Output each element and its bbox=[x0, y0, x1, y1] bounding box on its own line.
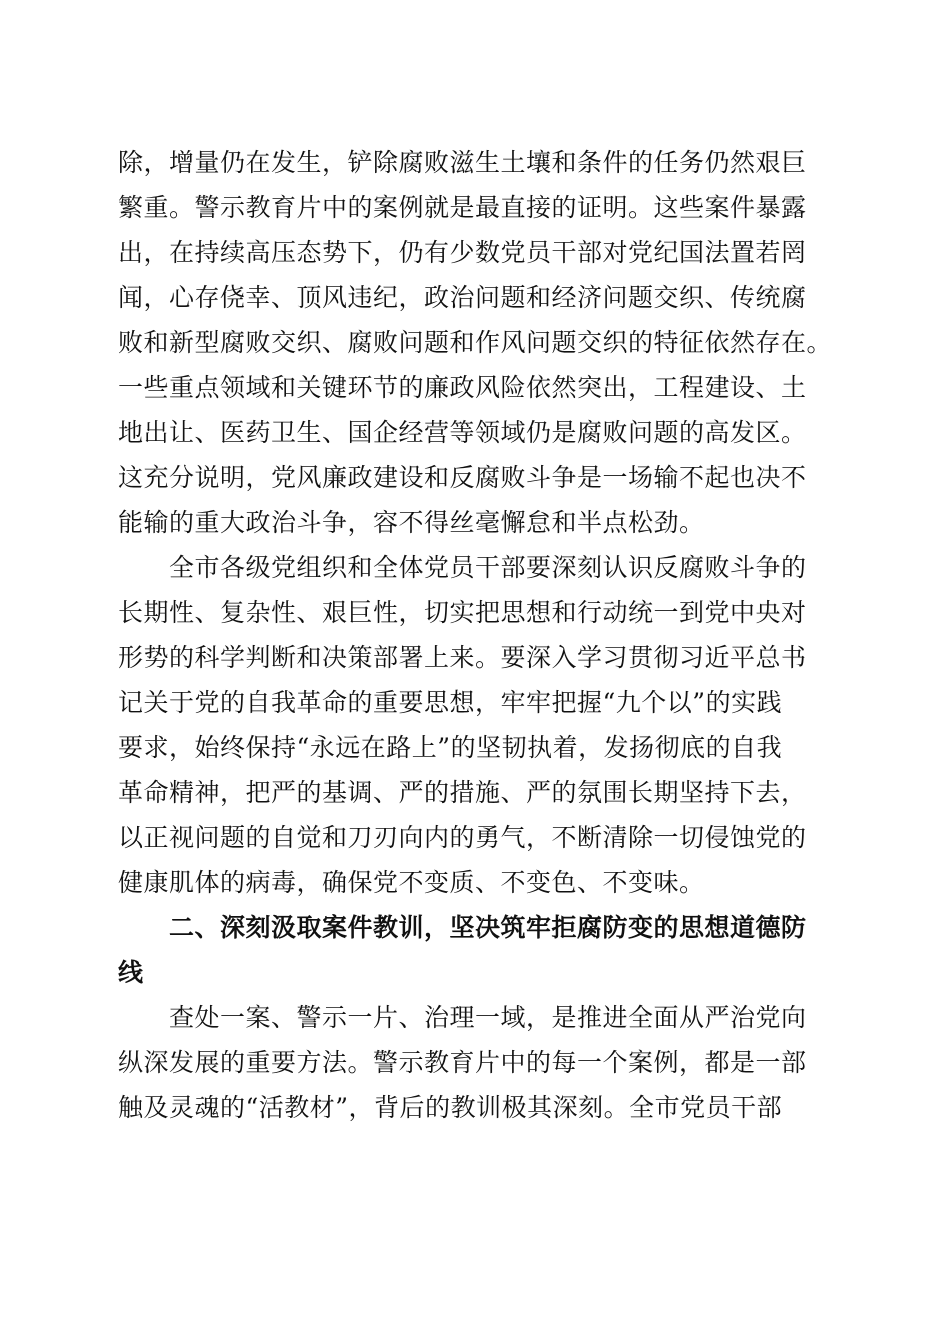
text-line: 能输的重大政治斗争，容不得丝毫懈怠和半点松劲。 bbox=[118, 508, 705, 537]
text-line: 一些重点领域和关键环节的廉政风险依然突出，工程建设、土 bbox=[118, 373, 807, 402]
text-line: 要求，始终保持“永远在路上”的坚韧执着，发扬彻底的自我 bbox=[118, 733, 783, 762]
text-line: 革命精神，把严的基调、严的措施、严的氛围长期坚持下去， bbox=[118, 778, 807, 807]
section-heading bbox=[118, 905, 838, 995]
text-line: 记关于党的自我革命的重要思想，牢牢把握“九个以”的实践 bbox=[118, 688, 783, 717]
text-line: 闻，心存侥幸、顶风违纪，政治问题和经济问题交织、传统腐 bbox=[118, 283, 807, 312]
text-line: 触及灵魂的“活教材”，背后的教训极其深刻。全市党员干部 bbox=[118, 1093, 783, 1122]
text-line: 繁重。警示教育片中的案例就是最直接的证明。这些案件暴露 bbox=[118, 193, 807, 222]
text-line: 健康肌体的病毒，确保党不变质、不变色、不变味。 bbox=[118, 868, 705, 897]
heading-line: 线 bbox=[118, 958, 144, 987]
text-line: 除，增量仍在发生，铲除腐败滋生土壤和条件的任务仍然艰巨 bbox=[118, 148, 807, 177]
text-line: 地出让、医药卫生、国企经营等领域仍是腐败问题的高发区。 bbox=[118, 418, 807, 447]
text-line: 以正视问题的自觉和刀刃向内的勇气，不断清除一切侵蚀党的 bbox=[118, 823, 807, 852]
text-line: 查处一案、警示一片、治理一域，是推进全面从严治党向 bbox=[118, 1003, 807, 1032]
text-line: 全市各级党组织和全体党员干部要深刻认识反腐败斗争的 bbox=[118, 553, 807, 582]
paragraph-context bbox=[118, 140, 838, 545]
text-line: 败和新型腐败交织、腐败问题和作风问题交织的特征依然存在。 bbox=[118, 328, 833, 357]
heading-line: 二、深刻汲取案件教训，坚决筑牢拒腐防变的思想道德防 bbox=[118, 913, 807, 942]
text-line: 长期性、复杂性、艰巨性，切实把思想和行动统一到党中央对 bbox=[118, 598, 807, 627]
text-line: 形势的科学判断和决策部署上来。要深入学习贯彻习近平总书 bbox=[118, 643, 807, 672]
text-line: 纵深发展的重要方法。警示教育片中的每一个案例，都是一部 bbox=[118, 1048, 807, 1077]
text-line: 出，在持续高压态势下，仍有少数党员干部对党纪国法置若罔 bbox=[118, 238, 807, 267]
paragraph-requirements bbox=[118, 545, 838, 905]
document-body bbox=[118, 140, 838, 1130]
paragraph-lessons bbox=[118, 995, 838, 1130]
text-line: 这充分说明，党风廉政建设和反腐败斗争是一场输不起也决不 bbox=[118, 463, 807, 492]
